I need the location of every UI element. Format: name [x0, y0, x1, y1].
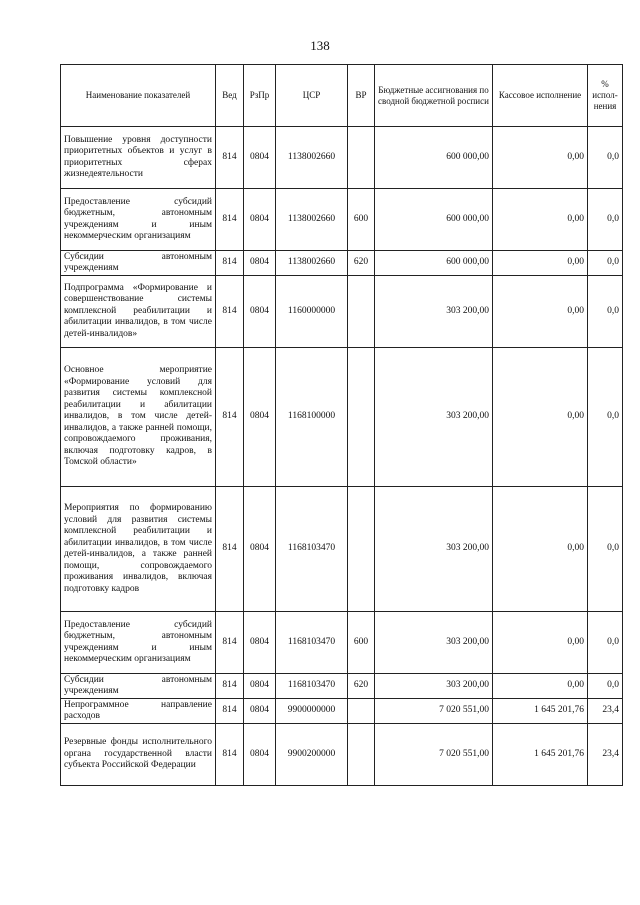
- row-csr: 9900000000: [276, 699, 348, 724]
- row-cash: 0,00: [493, 251, 588, 276]
- row-rzpr: 0804: [244, 276, 276, 348]
- row-ved: 814: [216, 724, 244, 786]
- row-name: Непрограммное направление расходов: [61, 699, 216, 724]
- row-vr: [348, 724, 375, 786]
- row-vr: [348, 127, 375, 189]
- row-percent: 0,0: [588, 487, 623, 612]
- row-ved: 814: [216, 189, 244, 251]
- row-csr: 1168103470: [276, 487, 348, 612]
- row-ved: 814: [216, 276, 244, 348]
- row-percent: 0,0: [588, 348, 623, 487]
- row-cash: 0,00: [493, 276, 588, 348]
- table-row: [61, 699, 623, 724]
- row-csr: 1138002660: [276, 251, 348, 276]
- row-ved: 814: [216, 127, 244, 189]
- row-percent: 0,0: [588, 276, 623, 348]
- header-csr: ЦСР: [276, 65, 348, 127]
- row-vr: 620: [348, 674, 375, 699]
- header-cash: Кассовое исполнение: [493, 65, 588, 127]
- table-row: [61, 487, 623, 612]
- row-budget: 303 200,00: [375, 348, 493, 487]
- table-row: [61, 251, 623, 276]
- header-row: [61, 65, 623, 127]
- table-row: [61, 348, 623, 487]
- row-name: Подпрограмма «Формирование и совершенствование системы комплексной реабилитации и абилитации инвалидов, в том числе детей-инвалидов»: [61, 276, 216, 348]
- header-budget: Бюджетные ассигнования по сводной бюджетной росписи: [375, 65, 493, 127]
- row-budget: 303 200,00: [375, 487, 493, 612]
- row-name: Основное мероприятие «Формирование условий для развития системы комплексной реабилитации и абилитации инвалидов, в том числе детей-инвалидов, а также ранней помощи, сопровождаемого проживания, включая подготовку кадров, в Томской области»: [61, 348, 216, 487]
- row-csr: 1138002660: [276, 189, 348, 251]
- row-percent: 0,0: [588, 612, 623, 674]
- table-row: [61, 189, 623, 251]
- row-csr: 1168103470: [276, 674, 348, 699]
- row-budget: 7 020 551,00: [375, 699, 493, 724]
- row-budget: 303 200,00: [375, 276, 493, 348]
- row-ved: 814: [216, 699, 244, 724]
- budget-table: [60, 64, 623, 786]
- table-row: [61, 724, 623, 786]
- row-rzpr: 0804: [244, 251, 276, 276]
- row-ved: 814: [216, 251, 244, 276]
- row-rzpr: 0804: [244, 487, 276, 612]
- row-vr: [348, 276, 375, 348]
- row-cash: 0,00: [493, 348, 588, 487]
- row-percent: 0,0: [588, 674, 623, 699]
- row-cash: 0,00: [493, 487, 588, 612]
- row-name: Резервные фонды исполнительного органа государственной власти субъекта Российской Федерации: [61, 724, 216, 786]
- table-row: [61, 276, 623, 348]
- row-cash: 1 645 201,76: [493, 724, 588, 786]
- row-percent: 0,0: [588, 189, 623, 251]
- row-budget: 600 000,00: [375, 189, 493, 251]
- row-name: Повышение уровня доступности приоритетных объектов и услуг в приоритетных сферах жизнедеятельности: [61, 127, 216, 189]
- row-rzpr: 0804: [244, 189, 276, 251]
- row-percent: 23,4: [588, 699, 623, 724]
- row-cash: 0,00: [493, 612, 588, 674]
- row-vr: 620: [348, 251, 375, 276]
- row-ved: 814: [216, 487, 244, 612]
- table-row: [61, 612, 623, 674]
- row-ved: 814: [216, 348, 244, 487]
- row-cash: 0,00: [493, 127, 588, 189]
- row-ved: 814: [216, 674, 244, 699]
- row-name: Мероприятия по формированию условий для развития системы комплексной реабилитации и абилитации инвалидов, в том числе детей-инвалидов, а также ранней помощи, сопровождаемого проживания инвалидов, включая подготовку кадров: [61, 487, 216, 612]
- header-vr: ВР: [348, 65, 375, 127]
- row-name: Предоставление субсидий бюджетным, автономным учреждениям и иным некоммерческим организациям: [61, 612, 216, 674]
- row-rzpr: 0804: [244, 699, 276, 724]
- row-name: Субсидии автономным учреждениям: [61, 251, 216, 276]
- header-rzpr: РзПр: [244, 65, 276, 127]
- row-rzpr: 0804: [244, 674, 276, 699]
- table-row: [61, 127, 623, 189]
- row-csr: 1138002660: [276, 127, 348, 189]
- header-percent: % испол-нения: [588, 65, 623, 127]
- row-percent: 23,4: [588, 724, 623, 786]
- row-rzpr: 0804: [244, 612, 276, 674]
- row-rzpr: 0804: [244, 724, 276, 786]
- row-csr: 1160000000: [276, 276, 348, 348]
- row-ved: 814: [216, 612, 244, 674]
- row-rzpr: 0804: [244, 127, 276, 189]
- row-percent: 0,0: [588, 251, 623, 276]
- row-vr: [348, 487, 375, 612]
- row-vr: 600: [348, 189, 375, 251]
- row-budget: 600 000,00: [375, 127, 493, 189]
- row-budget: 600 000,00: [375, 251, 493, 276]
- row-percent: 0,0: [588, 127, 623, 189]
- row-csr: 9900200000: [276, 724, 348, 786]
- header-ved: Вед: [216, 65, 244, 127]
- row-cash: 1 645 201,76: [493, 699, 588, 724]
- row-rzpr: 0804: [244, 348, 276, 487]
- row-cash: 0,00: [493, 674, 588, 699]
- row-budget: 303 200,00: [375, 674, 493, 699]
- header-name: Наименование показателей: [61, 65, 216, 127]
- row-budget: 303 200,00: [375, 612, 493, 674]
- row-budget: 7 020 551,00: [375, 724, 493, 786]
- row-csr: 1168100000: [276, 348, 348, 487]
- row-cash: 0,00: [493, 189, 588, 251]
- table-row: [61, 674, 623, 699]
- row-name: Предоставление субсидий бюджетным, автономным учреждениям и иным некоммерческим организациям: [61, 189, 216, 251]
- row-vr: 600: [348, 612, 375, 674]
- row-vr: [348, 348, 375, 487]
- row-name: Субсидии автономным учреждениям: [61, 674, 216, 699]
- page-number: 138: [310, 38, 330, 53]
- row-csr: 1168103470: [276, 612, 348, 674]
- row-vr: [348, 699, 375, 724]
